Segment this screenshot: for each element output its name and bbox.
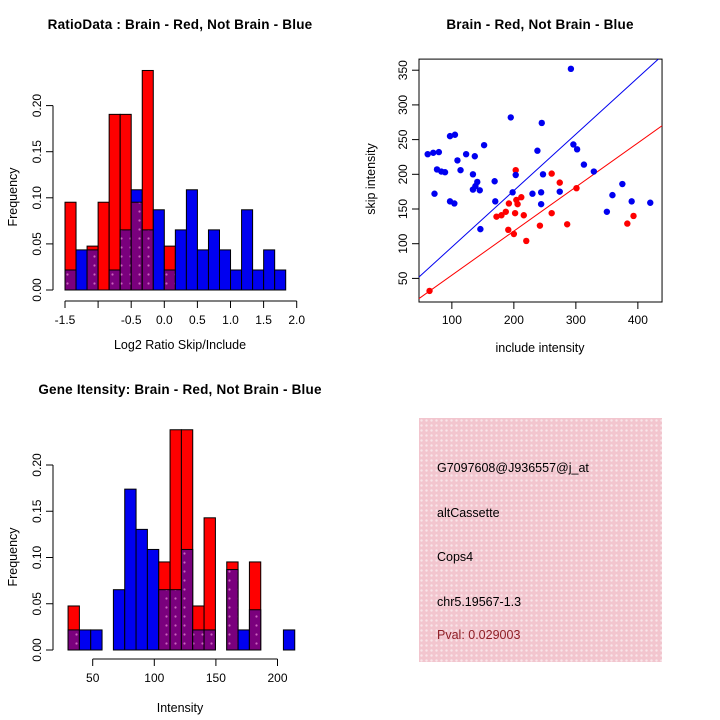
blue-histogram-bar	[76, 250, 87, 290]
blue-scatter-point	[452, 132, 458, 138]
axis-tick-label: -1.5	[54, 313, 76, 327]
axis-tick-label: -0.5	[120, 313, 142, 327]
pvalue-text: Pval: 0.029003	[437, 628, 521, 642]
blue-scatter-point	[492, 198, 498, 204]
blue-scatter-point	[539, 120, 545, 126]
blue-histogram-bar	[153, 210, 164, 290]
blue-histogram-bar	[275, 270, 286, 290]
splice-type-text: altCassette	[437, 506, 500, 520]
y-axis-labels	[30, 453, 44, 662]
blue-scatter-point	[538, 189, 544, 195]
axis-tick-label: 200	[503, 313, 524, 327]
red-scatter-point	[630, 213, 636, 219]
red-fit-line	[419, 126, 662, 299]
blue-scatter-point	[628, 198, 634, 204]
panel-gene-intensity-histogram	[0, 360, 360, 720]
x-axis	[65, 301, 297, 308]
axis-tick-label: 0.15	[30, 140, 44, 164]
scatter-title: Brain - Red, Not Brain - Blue	[446, 17, 634, 32]
blue-scatter-point	[538, 201, 544, 207]
y-axis	[46, 106, 53, 290]
blue-scatter-point	[540, 171, 546, 177]
axis-tick-label: 150	[396, 198, 410, 220]
blue-histogram-bar	[197, 250, 208, 290]
probe-id-text: G7097608@J936557@j_at	[437, 461, 589, 475]
x-axis-labels	[86, 671, 288, 685]
blue-histogram-bar	[186, 190, 197, 290]
overlap-histogram-bar	[109, 270, 120, 290]
red-scatter-point	[573, 185, 579, 191]
blue-scatter-point	[436, 149, 442, 155]
blue-scatter-point	[491, 178, 497, 184]
axis-tick-label: 0.05	[30, 232, 44, 256]
panel-gene-info	[360, 360, 720, 720]
ratio-histogram-title: RatioData : Brain - Red, Not Brain - Blue	[47, 17, 313, 32]
panel-intensity-scatter	[360, 0, 720, 360]
blue-scatter-point	[424, 151, 430, 157]
axis-tick-label: 2.0	[288, 313, 306, 327]
y-axis	[46, 465, 53, 650]
axis-tick-label: 0.10	[30, 186, 44, 210]
axis-tick-label: 100	[396, 233, 410, 254]
gene-name-text: Cops4	[437, 550, 474, 564]
blue-scatter-point	[454, 157, 460, 163]
red-scatter-point	[514, 201, 520, 207]
axis-tick-label: 0.20	[30, 93, 44, 118]
blue-scatter-point	[508, 114, 514, 120]
blue-scatter-point	[451, 200, 457, 206]
y-axis-labels	[30, 94, 44, 302]
axis-tick-label: 350	[396, 60, 410, 81]
overlap-histogram-bar	[204, 630, 215, 650]
blue-scatter-point	[581, 161, 587, 167]
axis-tick-label: 200	[396, 164, 410, 185]
blue-histogram-bar	[264, 250, 275, 290]
blue-scatter-point	[568, 66, 574, 72]
x-axis-labels	[55, 313, 306, 327]
intensity-scatter-plot	[360, 0, 720, 360]
blue-histogram-bar	[175, 230, 186, 290]
blue-scatter-point	[472, 153, 478, 159]
red-scatter-point	[506, 200, 512, 206]
locus-text: chr5.19567-1.3	[437, 595, 522, 609]
axis-tick-label: 1.0	[222, 313, 239, 327]
blue-scatter-point	[647, 200, 653, 206]
blue-scatter-point	[477, 187, 483, 193]
blue-histogram-bar	[79, 630, 90, 650]
blue-scatter-point	[529, 191, 535, 197]
overlap-histogram-bar	[131, 202, 142, 290]
scatter-xlabel: include intensity	[495, 341, 585, 355]
red-scatter-point	[523, 238, 529, 244]
red-scatter-point	[548, 170, 554, 176]
axis-tick-label: 0.5	[189, 313, 206, 327]
axis-tick-label: 1.5	[255, 313, 272, 327]
red-scatter-point	[505, 227, 511, 233]
axis-tick-label: 200	[267, 671, 288, 685]
blue-scatter-point	[470, 171, 476, 177]
red-scatter-point	[537, 222, 543, 228]
axis-tick-label: 0.15	[30, 499, 44, 523]
axis-tick-label: 50	[86, 671, 100, 685]
axis-tick-label: 300	[565, 313, 586, 327]
blue-histogram-bar	[91, 630, 102, 650]
axis-tick-label: 0.00	[30, 278, 44, 302]
panel-ratio-histogram	[0, 0, 360, 360]
red-histogram-bar	[98, 202, 109, 290]
blue-scatter-point	[430, 150, 436, 156]
blue-histogram-bar	[238, 630, 249, 650]
red-scatter-point	[557, 179, 563, 185]
axis-tick-label: 0.05	[30, 592, 44, 616]
axis-tick-label: 0.0	[155, 313, 173, 327]
plot-box	[419, 59, 662, 302]
red-scatter-point	[521, 212, 527, 218]
blue-scatter-point	[509, 189, 515, 195]
blue-scatter-point	[574, 146, 580, 152]
axis-tick-label: 150	[205, 671, 226, 685]
blue-scatter-point	[609, 192, 615, 198]
axis-tick-label: 0.10	[30, 545, 44, 570]
x-axis	[93, 659, 278, 666]
overlap-histogram-bar	[142, 230, 153, 290]
red-scatter-point	[426, 288, 432, 294]
histogram-bars	[65, 70, 286, 290]
overlap-histogram-bar	[159, 590, 170, 650]
blue-scatter-point	[557, 188, 563, 194]
red-scatter-point	[503, 209, 509, 215]
blue-histogram-bar	[219, 250, 230, 290]
red-scatter-point	[624, 220, 630, 226]
gene-intensity-histogram-plot	[0, 360, 360, 720]
overlap-histogram-bar	[249, 610, 260, 650]
blue-scatter-point	[431, 191, 437, 197]
axis-tick-label: 100	[144, 671, 165, 685]
axis-tick-label: 50	[396, 271, 410, 286]
red-scatter-point	[512, 210, 518, 216]
fit-lines	[419, 59, 662, 298]
axes	[412, 70, 638, 309]
axis-tick-label: 300	[396, 94, 410, 115]
blue-scatter-point	[477, 226, 483, 232]
overlap-histogram-bar	[193, 630, 204, 650]
scatter-ylabel: skip intensity	[364, 143, 378, 215]
blue-histogram-bar	[125, 489, 136, 650]
blue-scatter-point	[474, 179, 480, 185]
blue-scatter-point	[457, 167, 463, 173]
red-scatter-point	[564, 221, 570, 227]
gene-histogram-ylabel: Frequency	[6, 527, 20, 587]
blue-scatter-point	[442, 169, 448, 175]
overlap-histogram-bar	[87, 250, 98, 290]
ratio-histogram-ylabel: Frequency	[6, 167, 20, 227]
blue-histogram-bar	[242, 210, 253, 290]
overlap-histogram-bar	[68, 630, 79, 650]
blue-points	[424, 66, 653, 233]
blue-histogram-bar	[113, 590, 124, 650]
axis-tick-label: 250	[396, 129, 410, 150]
overlap-histogram-bar	[181, 549, 192, 650]
overlap-histogram-bar	[227, 570, 238, 650]
red-histogram-bar	[109, 114, 120, 290]
blue-scatter-point	[481, 142, 487, 148]
axis-tick-label: 100	[441, 313, 462, 327]
blue-scatter-point	[513, 172, 519, 178]
blue-scatter-point	[534, 148, 540, 154]
blue-fit-line	[419, 59, 658, 277]
red-scatter-point	[518, 194, 524, 200]
blue-scatter-point	[463, 151, 469, 157]
blue-histogram-bar	[208, 230, 219, 290]
ratio-histogram-plot	[0, 0, 360, 360]
gene-histogram-title: Gene Itensity: Brain - Red, Not Brain - Blue	[38, 382, 322, 397]
blue-histogram-bar	[147, 549, 158, 650]
blue-scatter-point	[619, 181, 625, 187]
red-points	[426, 167, 636, 294]
overlap-histogram-bar	[164, 270, 175, 290]
blue-histogram-bar	[253, 270, 264, 290]
gene-info-box	[419, 418, 662, 662]
overlap-histogram-bar	[65, 270, 76, 290]
red-scatter-point	[548, 210, 554, 216]
blue-histogram-bar	[231, 270, 242, 290]
histogram-bars	[68, 430, 295, 650]
blue-histogram-bar	[283, 630, 294, 650]
axis-tick-label: 0.20	[30, 453, 44, 477]
red-scatter-point	[511, 231, 517, 237]
axis-tick-label: 400	[627, 313, 648, 327]
axis-tick-label: 0.00	[30, 638, 44, 662]
blue-scatter-point	[591, 168, 597, 174]
overlap-histogram-bar	[120, 230, 131, 290]
gene-histogram-xlabel: Intensity	[156, 701, 204, 715]
ratio-histogram-xlabel: Log2 Ratio Skip/Include	[113, 338, 247, 352]
blue-scatter-point	[604, 209, 610, 215]
overlap-histogram-bar	[170, 590, 181, 650]
blue-histogram-bar	[136, 529, 147, 650]
